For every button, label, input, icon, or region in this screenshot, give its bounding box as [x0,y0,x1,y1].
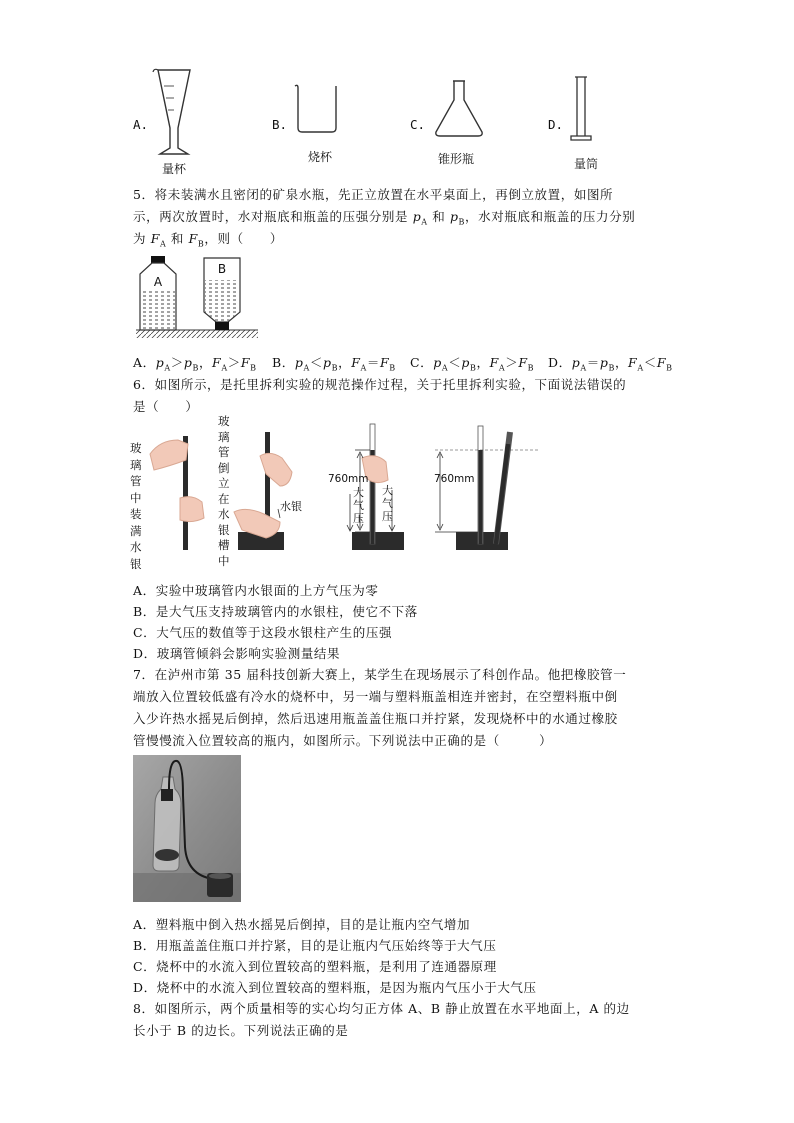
q7-stem-line2: 端放入位置较低盛有冷水的烧杯中，另一端与塑料瓶盖相连并密封，在空塑料瓶中倒 [133,689,618,704]
q6-option-b[interactable]: B．是大气压支持玻璃管内的水银柱，使它不下落 [133,604,418,619]
q7-option-b[interactable]: B．用瓶盖盖住瓶口并拧紧，目的是让瓶内气压始终等于大气压 [133,938,497,953]
q5-option-a[interactable]: A．$p_A>p_B$，$F_A>F_B$ [133,355,257,373]
conical-flask-icon [432,78,486,140]
fig-label-tube-inverted: 玻璃管倒立在水银槽中 [218,414,230,568]
q4-option-d-letter: D. [548,117,564,132]
bottle-a-upright [140,256,176,330]
q8-stem-line1: 8．如图所示，两个质量相等的实心均匀正方体 A、B 静止放置在水平地面上，A 的边 [133,1001,630,1016]
q4-option-c-caption: 锥形瓶 [438,152,475,166]
fig-label-a: A [153,275,163,289]
q6-option-c[interactable]: C．大气压的数值等于这段水银柱产生的压强 [133,625,393,640]
fig-label-760-b: 760mm [434,473,475,485]
q5-stem-line2: 示，两次放置时，水对瓶底和瓶盖的压强分别是 $p_A$ 和 $p_B$，水对瓶底和瓶盖的压力分别 [133,209,636,227]
q7-bottle-photo [133,755,241,902]
q5-option-b[interactable]: B．$p_A<p_B$，$F_A=F_B$ [272,355,396,373]
fig-label-atm-right: 大气压 [382,484,393,523]
fig-label-b: B [217,262,227,276]
fig-label-760-a: 760mm [328,473,369,485]
graduated-cylinder-icon [566,74,596,146]
q6-stem-line1: 6．如图所示，是托里拆利实验的规范操作过程，关于托里拆利实验，下面说法错误的 [133,377,627,392]
bottle-b-inverted [204,258,240,330]
hand-icon [150,440,188,470]
q4-option-b-caption: 烧杯 [308,150,333,164]
fig-label-tube-filled: 玻璃管中装满水银 [130,441,142,571]
q4-option-d-caption: 量筒 [574,157,599,171]
q4-option-b-letter: B. [272,117,288,132]
q5-bottle-figure [136,254,258,340]
q7-option-a[interactable]: A．塑料瓶中倒入热水摇晃后倒掉，目的是让瓶内空气增加 [133,917,471,932]
q4-option-c-letter: C. [410,117,426,132]
q7-option-d[interactable]: D．烧杯中的水流入到位置较高的塑料瓶，是因为瓶内气压小于大气压 [133,980,537,995]
fig-label-mercury: 水银 [280,500,302,513]
q4-option-a-letter: A. [133,117,149,132]
q6-option-a[interactable]: A．实验中玻璃管内水银面的上方气压为零 [133,583,379,598]
q5-stem-line3: 为 $F_A$ 和 $F_B$，则（ ） [133,231,283,249]
q6-torricelli-figure [130,414,560,571]
q4-option-a-caption: 量杯 [162,162,187,176]
q5-stem-line1: 5．将未装满水且密闭的矿泉水瓶，先正立放置在水平桌面上，再倒立放置，如图所 [133,187,614,202]
q6-option-d[interactable]: D．玻璃管倾斜会影响实验测量结果 [133,646,341,661]
beaker-icon [292,82,342,136]
measuring-cup-icon [150,66,198,162]
q6-stem-line2: 是（ ） [133,399,199,414]
q7-option-c[interactable]: C．烧杯中的水流入到位置较高的塑料瓶，是利用了连通器原理 [133,959,497,974]
q7-stem-line1: 7．在泸州市第 35 届科技创新大赛上，某学生在现场展示了科创作品。他把橡胶管一 [133,667,627,682]
q7-stem-line3: 入少许热水摇晃后倒掉，然后迅速用瓶盖盖住瓶口并拧紧，发现烧杯中的水通过橡胶 [133,711,618,726]
q7-stem-line4: 管慢慢流入位置较高的瓶内，如图所示。下列说法中正确的是（ ） [133,733,553,748]
hand-icon [180,497,204,522]
q5-option-c[interactable]: C．$p_A<p_B$，$F_A>F_B$ [410,355,535,373]
hand-icon [260,453,292,486]
q8-stem-line2: 长小于 B 的边长。下列说法正确的是 [133,1023,349,1038]
torricelli-steps-svg [130,414,560,564]
q5-option-d[interactable]: D．$p_A=p_B$，$F_A<F_B$ [548,355,673,373]
trough-step3 [352,532,404,550]
fig-label-atm-left: 大气压 [353,486,364,525]
